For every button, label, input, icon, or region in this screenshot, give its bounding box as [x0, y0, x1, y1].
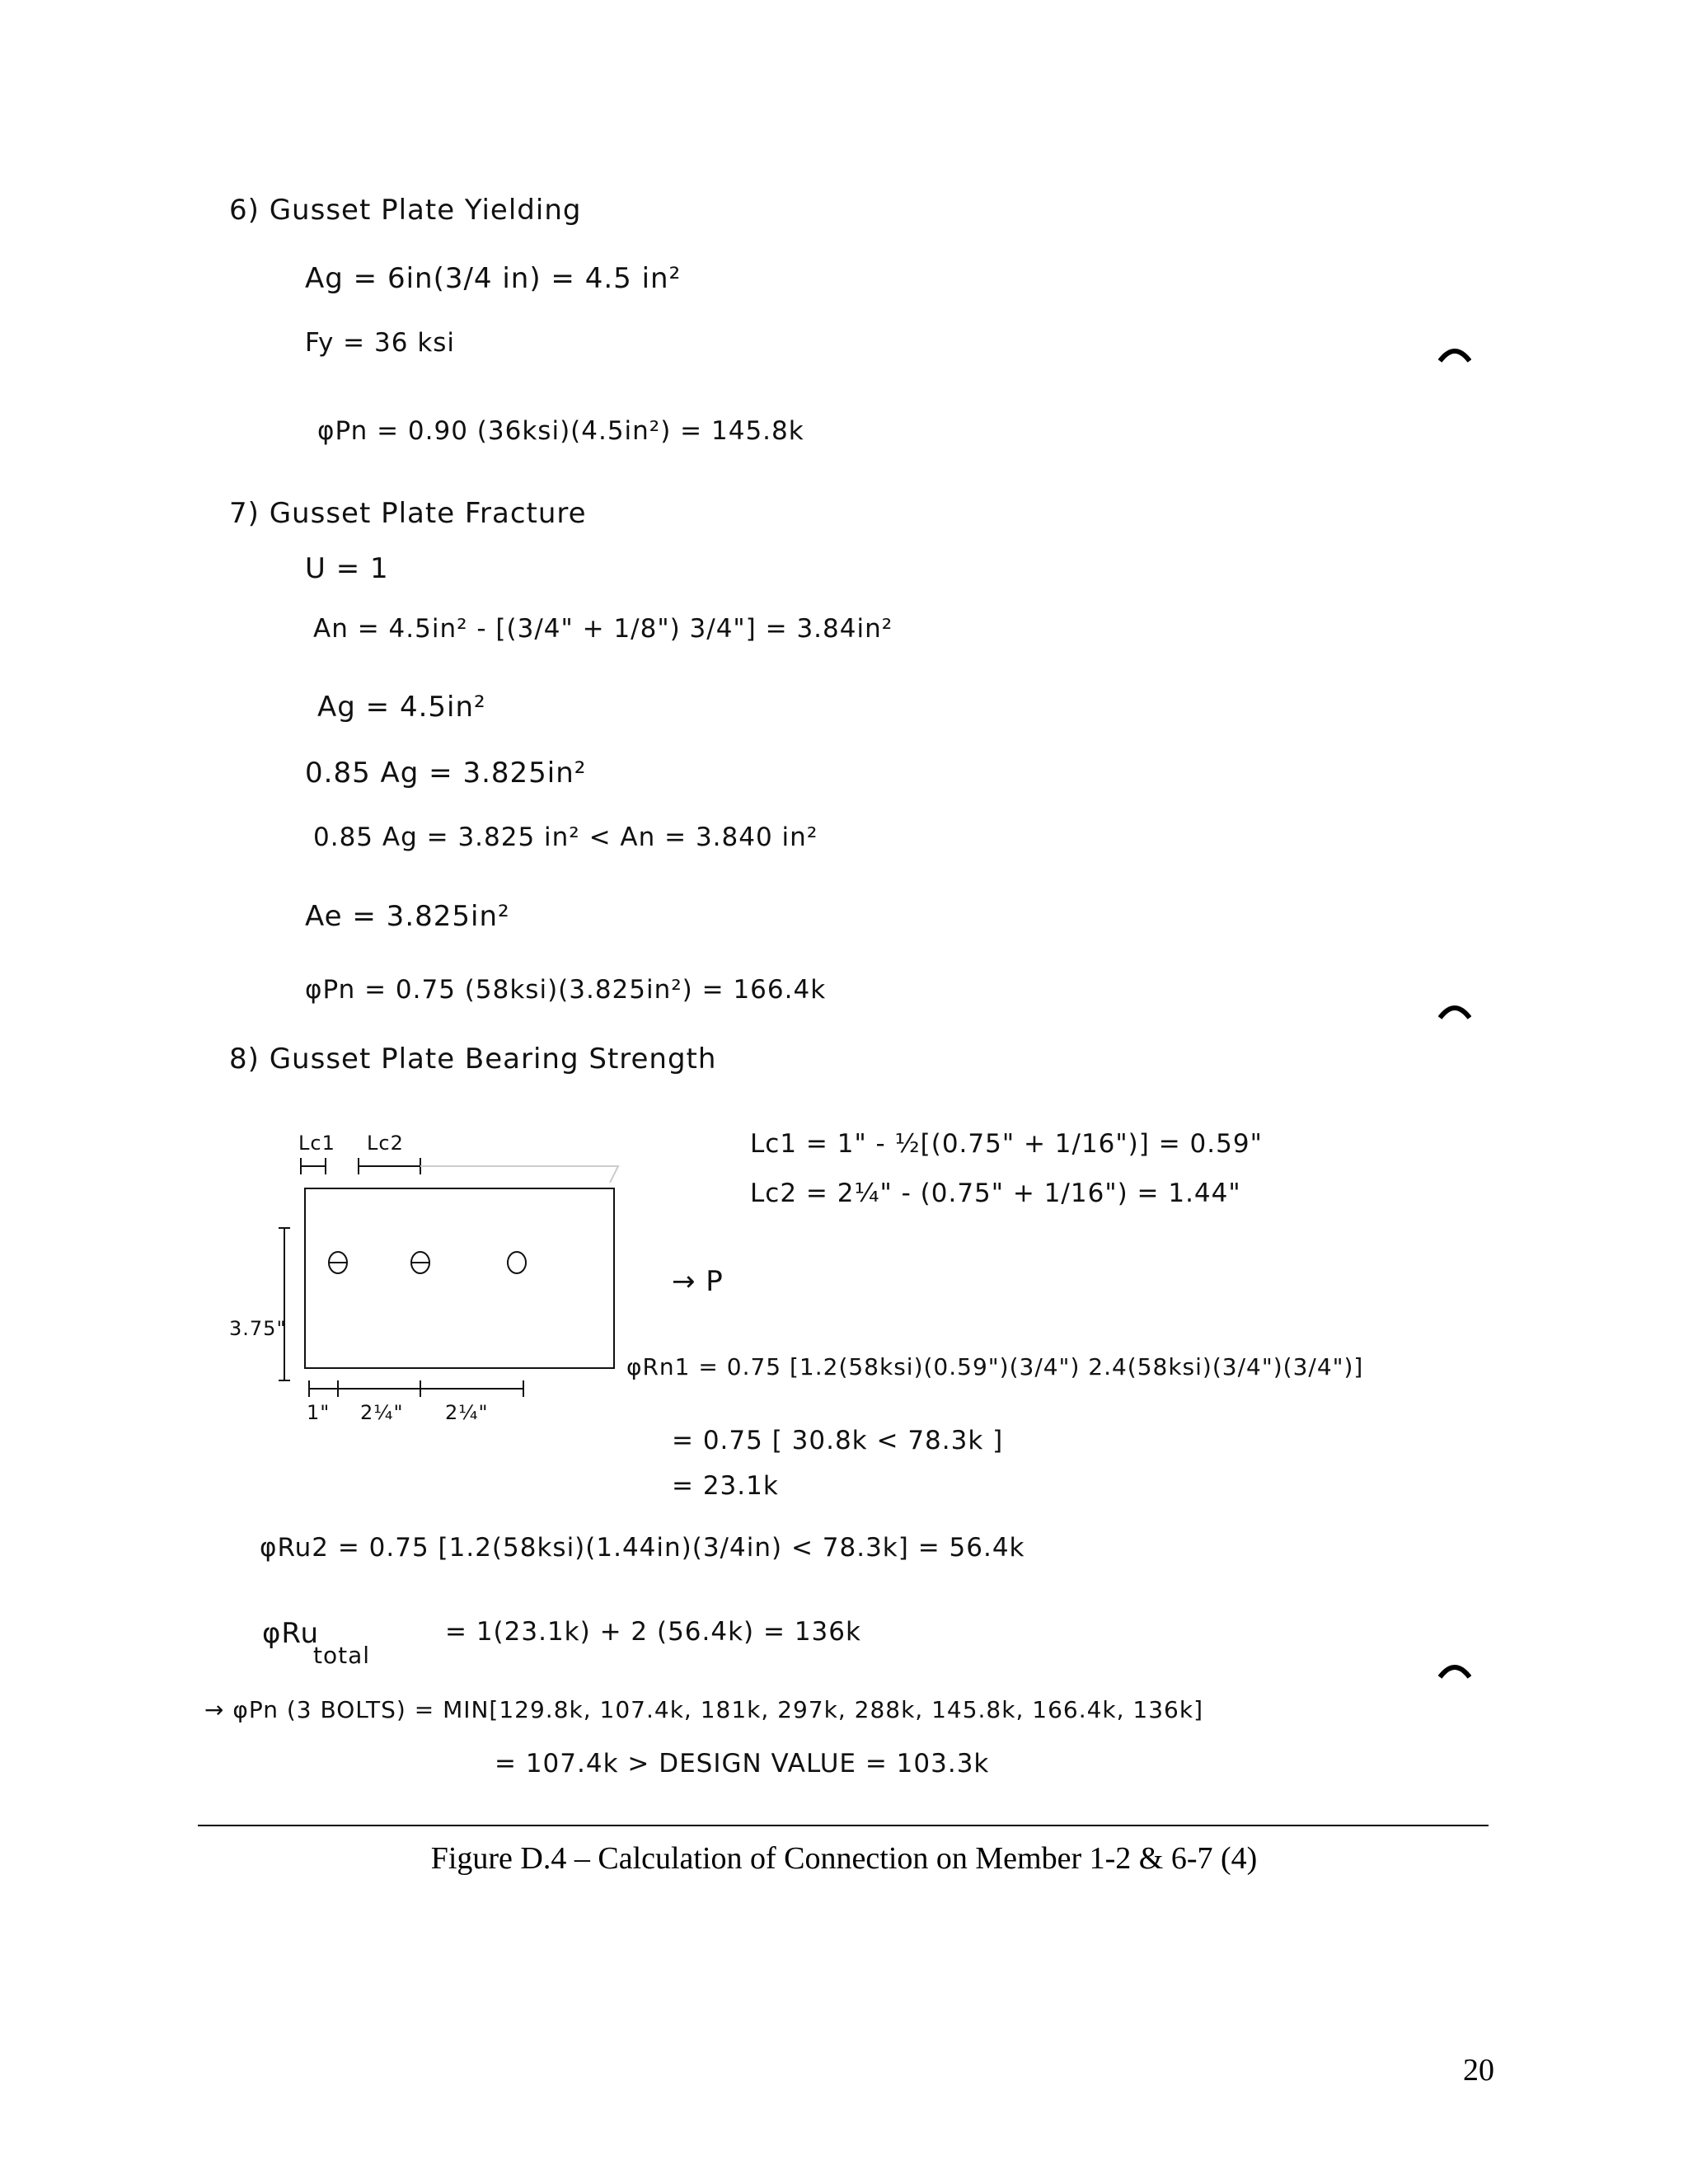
section-8-title: 8) Gusset Plate Bearing Strength — [229, 1043, 717, 1076]
height-label: 3.75" — [229, 1317, 287, 1340]
section-7-title: 7) Gusset Plate Fracture — [229, 497, 587, 530]
dim-1: 1" — [307, 1401, 331, 1424]
s8-phi-rn1: φRn1 = 0.75 [1.2(58ksi)(0.59")(3/4") 2.4(58ksi)(3/4")(3/4")] — [626, 1353, 1364, 1380]
phi-ru-total-sub: total — [313, 1642, 371, 1669]
bolt-hole-3 — [508, 1252, 526, 1273]
s7-phi-pn: φPn = 0.75 (58ksi)(3.825in²) = 166.4k — [305, 975, 827, 1005]
binder-hole-mark — [1438, 1661, 1471, 1679]
s7-ag: Ag = 4.5in² — [317, 691, 486, 724]
s8-min: → φPn (3 BOLTS) = MIN[129.8k, 107.4k, 181k, 297k, 288k, 145.8k, 166.4k, 136k] — [204, 1696, 1204, 1723]
s7-ae: Ae = 3.825in² — [305, 900, 510, 933]
lc2-label: Lc2 — [367, 1132, 404, 1155]
s8-lc1: Lc1 = 1" - ½[(0.75" + 1/16")] = 0.59" — [750, 1129, 1263, 1159]
s6-ag: Ag = 6in(3/4 in) = 4.5 in² — [305, 262, 682, 295]
s7-ag85: 0.85 Ag = 3.825in² — [305, 757, 587, 790]
load-arrow-p: → P — [672, 1265, 724, 1298]
binder-hole-mark — [1438, 344, 1471, 363]
gusset-plate-diagram — [231, 1133, 626, 1438]
phi-ru-total-label: φRu — [262, 1617, 320, 1650]
s7-u: U = 1 — [305, 552, 389, 585]
phi-ru-total: = 1(23.1k) + 2 (56.4k) = 136k — [445, 1617, 861, 1647]
lc1-label: Lc1 — [298, 1132, 335, 1155]
page-number: 20 — [1463, 2053, 1494, 2088]
s8-result: = 107.4k > DESIGN VALUE = 103.3k — [495, 1749, 990, 1779]
dim-3: 2¼" — [445, 1401, 489, 1424]
s8-lc2: Lc2 = 2¼" - (0.75" + 1/16") = 1.44" — [750, 1179, 1241, 1208]
s6-phi-pn: φPn = 0.90 (36ksi)(4.5in²) = 145.8k — [317, 416, 804, 446]
caption-rule — [198, 1825, 1489, 1826]
s8-phi-ru2: φRu2 = 0.75 [1.2(58ksi)(1.44in)(3/4in) < 78.3k] = 56.4k — [260, 1533, 1025, 1563]
binder-hole-mark — [1438, 1001, 1471, 1019]
dim-2: 2¼" — [360, 1401, 404, 1424]
section-6-title: 6) Gusset Plate Yielding — [229, 194, 582, 227]
s6-fy: Fy = 36 ksi — [305, 328, 456, 358]
s7-an: An = 4.5in² - [(3/4" + 1/8") 3/4"] = 3.84in² — [313, 614, 893, 644]
s7-compare: 0.85 Ag = 3.825 in² < An = 3.840 in² — [313, 823, 818, 852]
figure-caption: Figure D.4 – Calculation of Connection on Member 1-2 & 6-7 (4) — [430, 1841, 1258, 1876]
plate-outline — [305, 1188, 614, 1368]
s8-eq2: = 0.75 [ 30.8k < 78.3k ] — [672, 1426, 1004, 1455]
s8-eq3: = 23.1k — [672, 1471, 779, 1501]
